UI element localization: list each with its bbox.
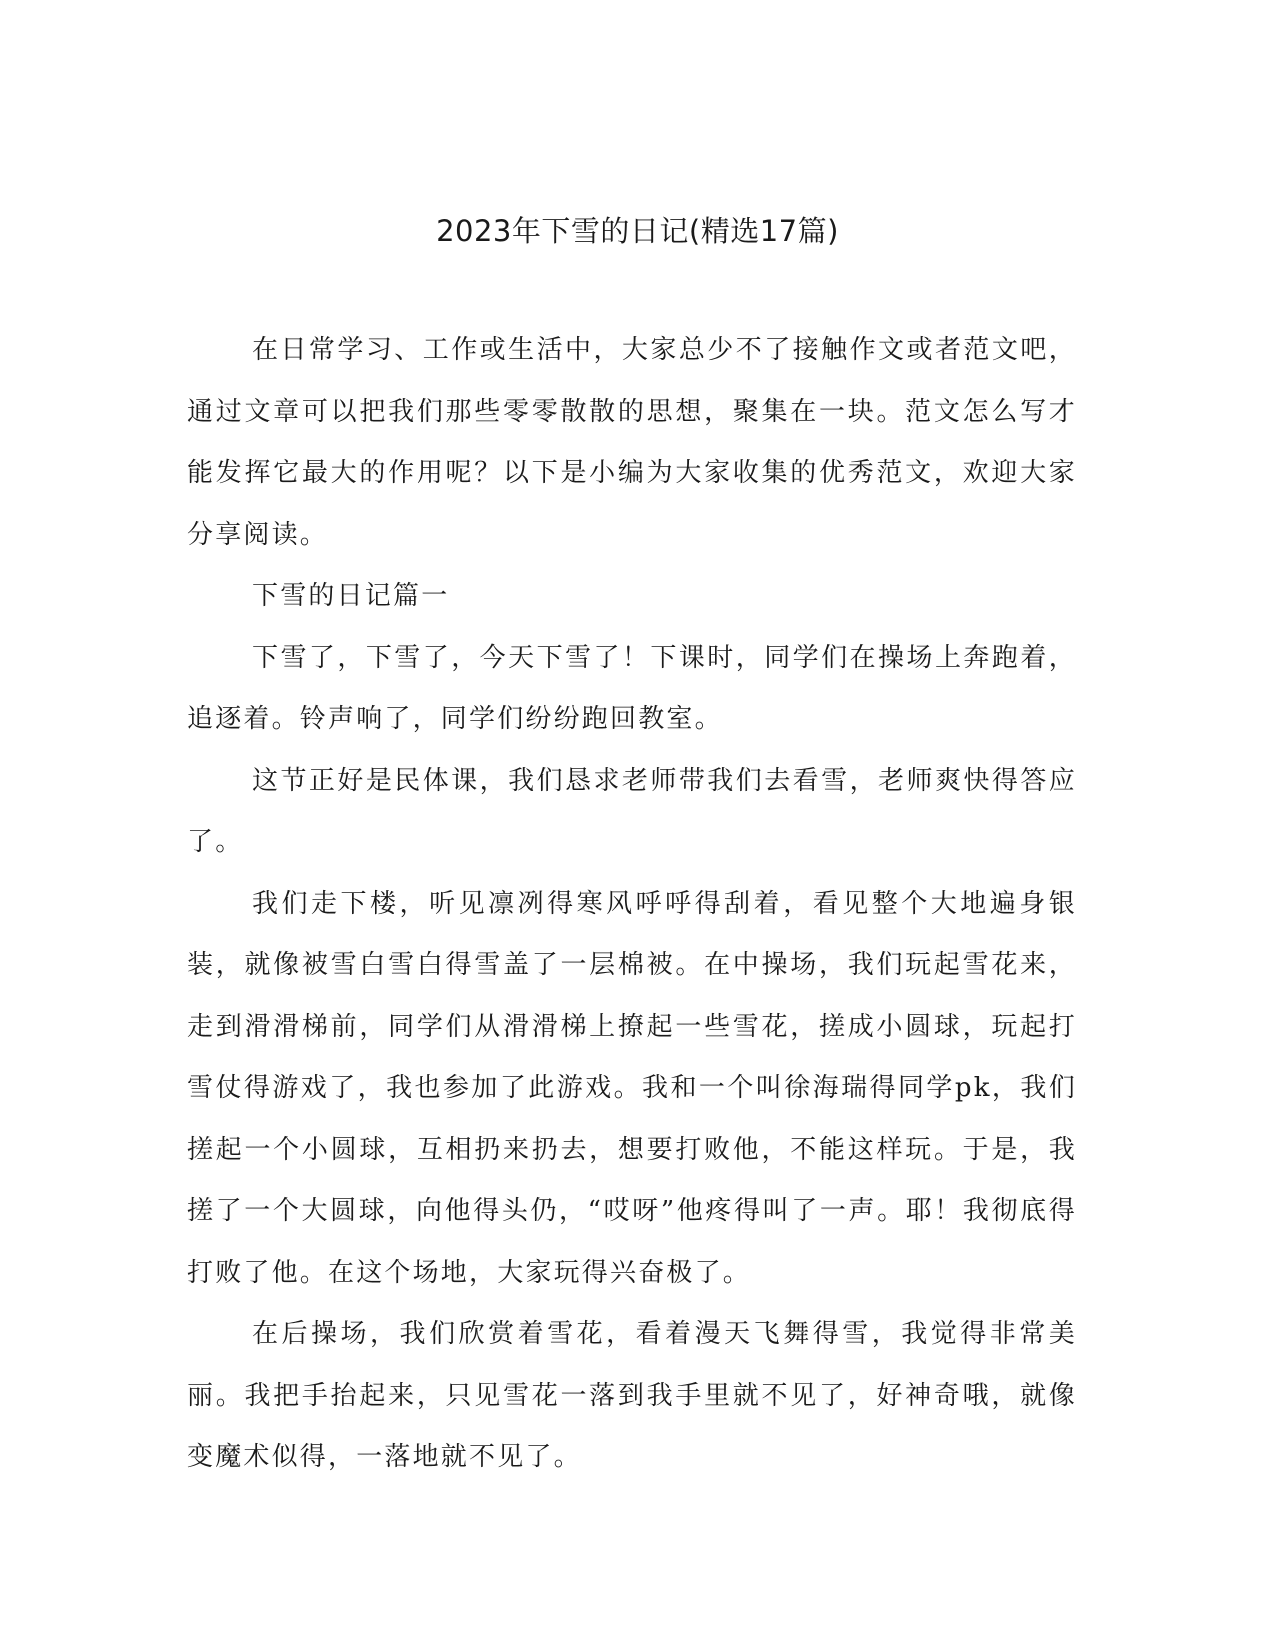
paragraph-intro: 在日常学习、工作或生活中，大家总少不了接触作文或者范文吧，通过文章可以把我们那些零零散散的思想，聚集在一块。范文怎么写才能发挥它最大的作用呢？以下是小编为大家收集的优秀范文，欢迎大家分享阅读。 xyxy=(187,335,1077,550)
paragraph: 在后操场，我们欣赏着雪花，看着漫天飞舞得雪，我觉得非常美丽。我把手抬起来，只见雪花一落到我手里就不见了，好神奇哦，就像变魔术似得，一落地就不见了。 xyxy=(187,1319,1077,1472)
paragraph: 这节正好是民体课，我们恳求老师带我们去看雪，老师爽快得答应了。 xyxy=(187,765,1077,857)
paragraph: 下雪了，下雪了，今天下雪了！下课时，同学们在操场上奔跑着，追逐着。铃声响了，同学们纷纷跑回教室。 xyxy=(187,642,1077,734)
section-heading-1: 下雪的日记篇一 xyxy=(252,581,450,611)
paragraph: 我们走下楼，听见凛冽得寒风呼呼得刮着，看见整个大地遍身银装，就像被雪白雪白得雪盖了一层棉被。在中操场，我们玩起雪花来，走到滑滑梯前，同学们从滑滑梯上撩起一些雪花，搓成小圆球，玩起打雪仗得游戏了，我也参加了此游戏。我和一个叫徐海瑞得同学pk，我们搓起一个小圆球，互相扔来扔去，想要打败他，不能这样玩。于是，我搓了一个大圆球，向他得头仍，“哎呀”他疼得叫了一声。耶！我彻底得打败了他。在这个场地，大家玩得兴奋极了。 xyxy=(187,888,1077,1288)
document-title: 2023年下雪的日记(精选17篇) xyxy=(436,214,839,248)
document-body xyxy=(187,320,1077,1489)
